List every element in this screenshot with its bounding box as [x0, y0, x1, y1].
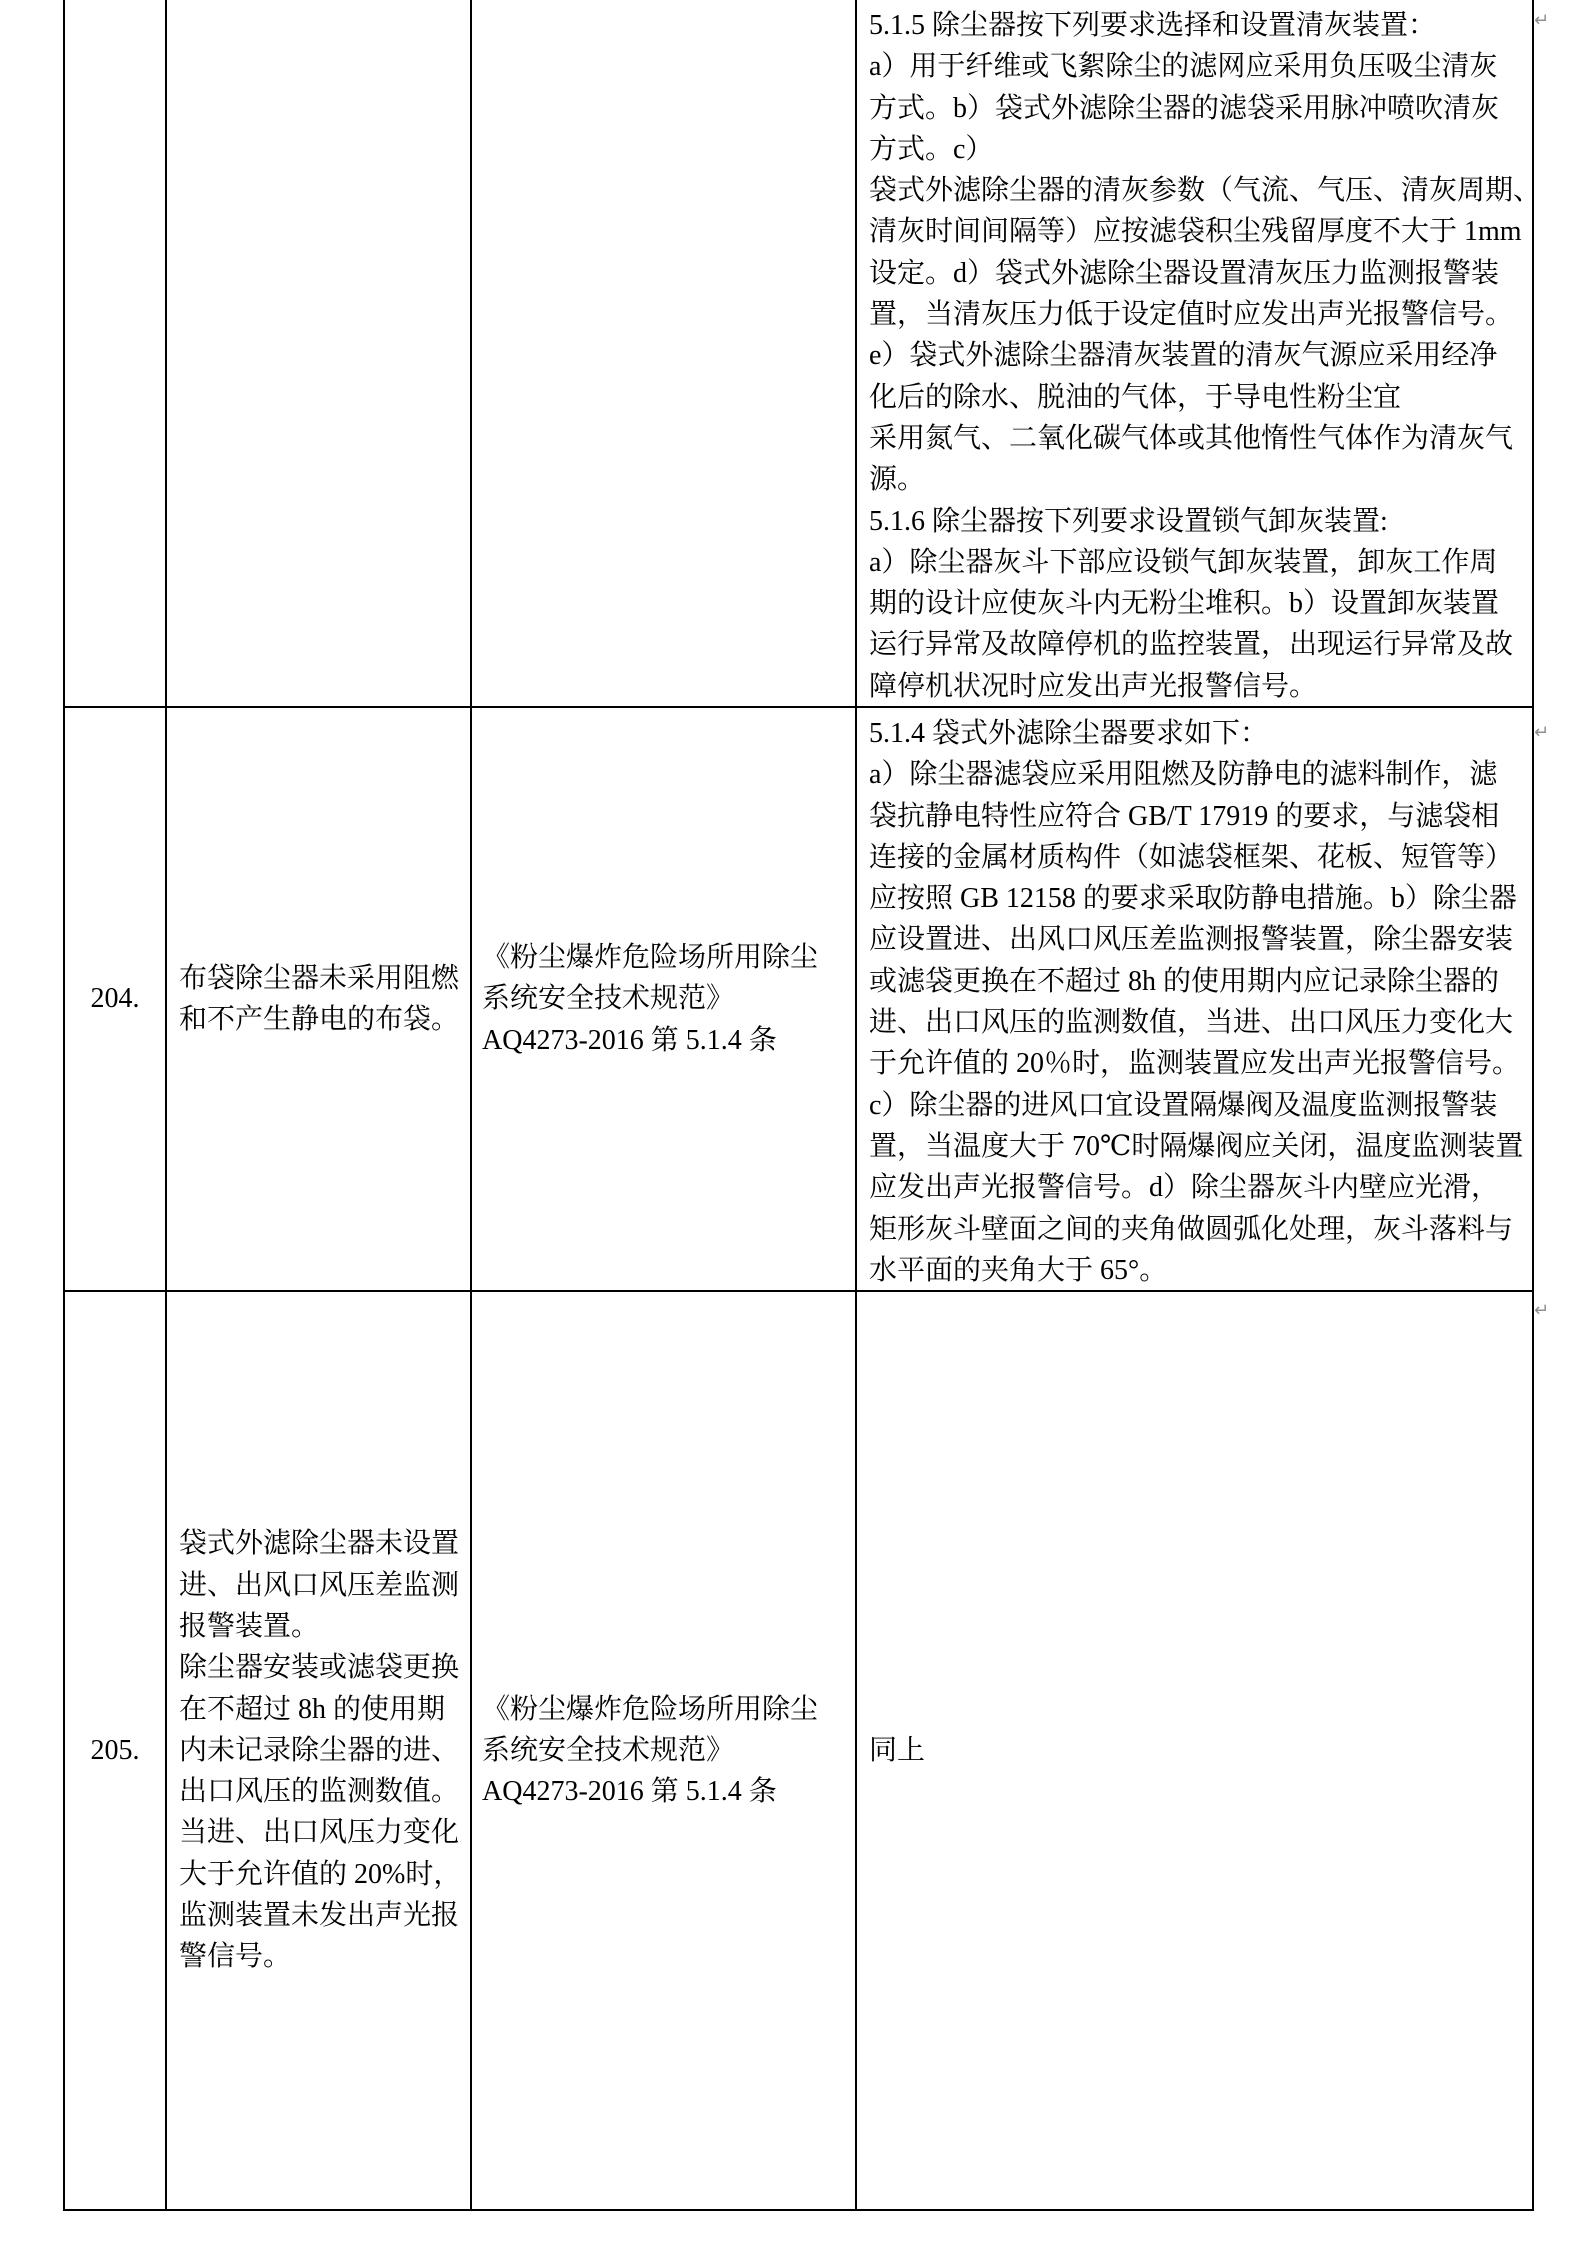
text-line: a）除尘器滤袋应采用阻燃及防静电的滤料制作，滤 [869, 759, 1498, 791]
text-line: 《粉尘爆炸危险场所用除尘 [482, 942, 819, 974]
text-line: 障停机状况时应发出声光报警信号。 [869, 670, 1318, 702]
text-line: 方式。c） [869, 133, 994, 165]
table-row-partial-top [65, 0, 1542, 708]
issue-text [179, 1523, 462, 1977]
cell-requirement-text [857, 0, 1542, 706]
issue-text [179, 958, 458, 1041]
cell-standard-basis [472, 708, 857, 1290]
row-number: 205. [90, 1734, 140, 1766]
text-line: 《粉尘爆炸危险场所用除尘 [482, 1693, 819, 1725]
text-line: 出口风压的监测数值。 [179, 1776, 460, 1808]
text-line: 源。 [869, 464, 926, 496]
text-line: 在不超过 8h 的使用期 [179, 1693, 446, 1725]
cell-row-number [65, 1292, 167, 2209]
text-line: 矩形灰斗壁面之间的夹角做圆弧化处理，灰斗落料与 [869, 1213, 1514, 1245]
text-line: 布袋除尘器未采用阻燃 [179, 962, 460, 994]
text-line: 进、出口风压的监测数值，当进、出口风压力变化大 [869, 1007, 1514, 1039]
text-line: 除尘器安装或滤袋更换 [179, 1652, 460, 1684]
text-line: 内未记录除尘器的进、 [179, 1734, 460, 1766]
paragraph-mark-icon: ↵ [1534, 10, 1550, 31]
cell-requirement-text [857, 708, 1534, 1290]
text-line: 5.1.6 除尘器按下列要求设置锁气卸灰装置: [869, 505, 1388, 537]
text-line: 当进、出口风压力变化 [179, 1817, 460, 1849]
paragraph-mark-icon: ↵ [1534, 722, 1550, 743]
text-line: 大于允许值的 20%时， [179, 1858, 462, 1890]
cell-issue-description [167, 708, 472, 1290]
cell-row-number [65, 0, 167, 706]
text-line: 运行异常及故障停机的监控装置，出现运行异常及故 [869, 629, 1514, 661]
basis-text [482, 1689, 845, 1813]
inspection-table [63, 0, 1542, 2211]
text-line: 系统安全技术规范》 [482, 1734, 735, 1766]
text-line: 袋抗静电特性应符合 GB/T 17919 的要求，与滤袋相 [869, 800, 1500, 832]
cell-requirement-text [857, 1292, 1534, 2209]
cell-row-number [65, 708, 167, 1290]
text-line: 应发出声光报警信号。d）除尘器灰斗内壁应光滑， [869, 1172, 1500, 1204]
basis-text [482, 937, 845, 1061]
text-line: a）用于纤维或飞絮除尘的滤网应采用负压吸尘清灰 [869, 51, 1498, 83]
text-line: 清灰时间间隔等）应按滤袋积尘残留厚度不大于 1mm [869, 216, 1522, 248]
text-line: 应按照 GB 12158 的要求采取防静电措施。b）除尘器 [869, 883, 1517, 915]
text-line: 设定。d）袋式外滤除尘器设置清灰压力监测报警装 [869, 257, 1500, 289]
text-line: a）除尘器灰斗下部应设锁气卸灰装置，卸灰工作周 [869, 546, 1498, 578]
text-line: 袋式外滤除尘器的清灰参数（气流、气压、清灰周期、 [869, 175, 1542, 207]
text-line: e）袋式外滤除尘器清灰装置的清灰气源应采用经净 [869, 340, 1498, 372]
text-line: 系统安全技术规范》 [482, 983, 735, 1015]
text-line: 采用氮气、二氧化碳气体或其他惰性气体作为清灰气 [869, 422, 1514, 454]
text-line: 连接的金属材质构件（如滤袋框架、花板、短管等） [869, 841, 1514, 873]
text-line: 报警装置。 [179, 1610, 320, 1642]
text-line: 方式。b）袋式外滤除尘器的滤袋采用脉冲喷吹清灰 [869, 92, 1500, 124]
text-line: 期的设计应使灰斗内无粉尘堆积。b）设置卸灰装置 [869, 588, 1500, 620]
text-line: AQ4273-2016 第 5.1.4 条 [482, 1024, 777, 1056]
text-line: 于允许值的 20％时，监测装置应发出声光报警信号。 [869, 1048, 1521, 1080]
text-line: 同上 [869, 1734, 926, 1766]
requirement-text [869, 713, 1524, 1291]
text-line: 和不产生静电的布袋。 [179, 1004, 460, 1035]
text-line: 5.1.4 袋式外滤除尘器要求如下： [869, 718, 1269, 749]
table-row-205 [65, 1292, 1534, 2211]
text-line: 应设置进、出风口风压差监测报警装置，除尘器安装 [869, 924, 1514, 956]
requirement-text [869, 1730, 1516, 1771]
text-line: 置，当清灰压力低于设定值时应发出声光报警信号。 [869, 299, 1514, 331]
row-number: 204. [90, 983, 140, 1015]
text-line: AQ4273-2016 第 5.1.4 条 [482, 1776, 777, 1808]
cell-standard-basis [472, 0, 857, 706]
text-line: 5.1.5 除尘器按下列要求选择和设置清灰装置： [869, 10, 1437, 41]
text-line: 袋式外滤除尘器未设置 [179, 1528, 460, 1560]
text-line: 水平面的夹角大于 65°。 [869, 1254, 1168, 1286]
cell-issue-description [167, 0, 472, 706]
text-line: 化后的除水、脱油的气体，于导电性粉尘宜 [869, 381, 1402, 413]
text-line: c）除尘器的进风口宜设置隔爆阀及温度监测报警装 [869, 1089, 1498, 1121]
requirement-text [869, 5, 1542, 707]
text-line: 警信号。 [179, 1941, 292, 1973]
text-line: 监测装置未发出声光报 [179, 1900, 460, 1932]
text-line: 置，当温度大于 70℃时隔爆阀应关闭，温度监测装置 [869, 1130, 1524, 1162]
table-row-204 [65, 708, 1534, 1292]
text-line: 进、出风口风压差监测 [179, 1569, 460, 1601]
text-line: 或滤袋更换在不超过 8h 的使用期内应记录除尘器的 [869, 965, 1500, 997]
cell-standard-basis [472, 1292, 857, 2209]
cell-issue-description [167, 1292, 472, 2209]
paragraph-mark-icon: ↵ [1534, 1300, 1550, 1321]
